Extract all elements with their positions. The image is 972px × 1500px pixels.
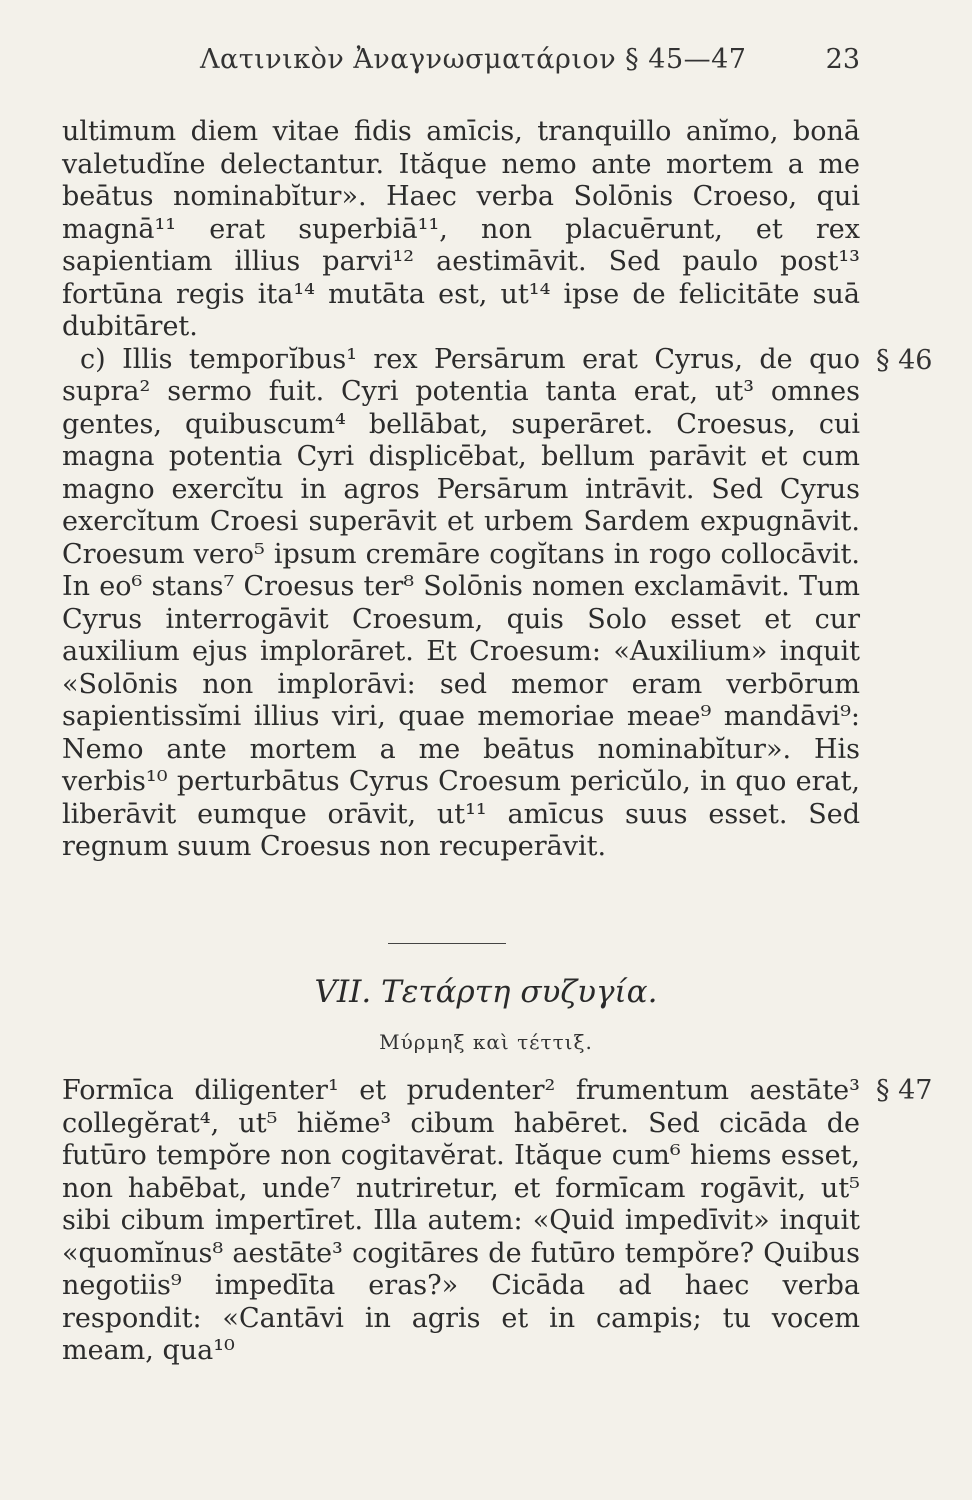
section-divider [388, 943, 506, 944]
section-ref-47: § 47 [876, 1075, 933, 1106]
page-number: 23 [825, 44, 860, 75]
text-block-2 [62, 1075, 860, 1368]
paragraph-cyrus: c) Illis tempoгĭbus¹ rex Persārum erat Cyrus, de quo supra² sermo fuit. Cyri potentia tanta erat, ut³ omnes gentes, quibuscum⁴ bellābat, superāret. Croesus, cui magna potentia Cyri displicēbat, bellum parāvit et cum magno exercĭtu in agros Persārum intrāvit. Sed Cyrus exercĭtum Croesi superāvit et urbem Sardem expugnāvit. Croesum vero⁵ ipsum cremāre cogĭtans in rogo collocāvit. In eo⁶ stans⁷ Croesus ter⁸ Solōnis nomen exclamāvit. Tum Cyrus interrogāvit Croesum, quis Solo esset et cur auxilium ejus implorāret. Et Croesum: «Auxilium» inquit «Solōnis non implorāvi: sed memor eram verbōrum sapientissĭmi illius viri, quae memoriae meae⁹ mandāvi⁹: Nemo ante mortem a me beātus nominabĭtur». His verbis¹⁰ perturbātus Cyrus Croesum pericŭlo, in quo erat, liberāvit eumque orāvit, ut¹¹ amīcus suus esset. Sed regnum suum Croesus non recuperāvit. [62, 343, 860, 862]
paragraph-ultimum: ultimum diem vitae fidis amīcis, tranquillo anĭmo, bonā valetudĭne delectantur. Ităque nemo ante mortem a me beātus nominabĭtur». Haec verba Solōnis Croeso, qui magnā¹¹ erat superbiā¹¹, non placuērunt, et rex sapientiam illius parvi¹² aestimāvit. Sed paulo post¹³ fortūna regis ita¹⁴ mutāta est, ut¹⁴ ipse de felicitāte suā dubitāret. [62, 116, 860, 342]
chapter-subtitle: Μύρμηξ καὶ τέττιξ. [379, 1030, 593, 1054]
chapter-heading: VII. Τετάρτη συζυγία. [314, 974, 658, 1010]
paragraph-formica: Formīca diligenter¹ et prudenter² frumentum aestāte³ collegĕrat⁴, ut⁵ hiĕme³ cibum habēret. Sed cicāda de futūro tempŏre non cogitavĕrat. Ităque cum⁶ hiems esset, non habēbat, unde⁷ nutriretur, et formīcam rogāvit, ut⁵ sibi cibum impertīret. Illa autem: «Quid impedīvit» inquit «quomĭnus⁸ aestāte³ cogitāres de futūro tempŏre? Quibus negotiis⁹ impedīta eras?» Cicāda ad haec verba respondit: «Cantāvi in agris et in campis; tu vocem meam, qua¹⁰ [62, 1075, 860, 1366]
section-ref-46: § 46 [876, 345, 933, 376]
page-header [0, 44, 972, 84]
running-title: Λατινικὸν Ἀναγνωσματάριον § 45—47 [200, 44, 747, 75]
text-block-1 [62, 116, 860, 864]
